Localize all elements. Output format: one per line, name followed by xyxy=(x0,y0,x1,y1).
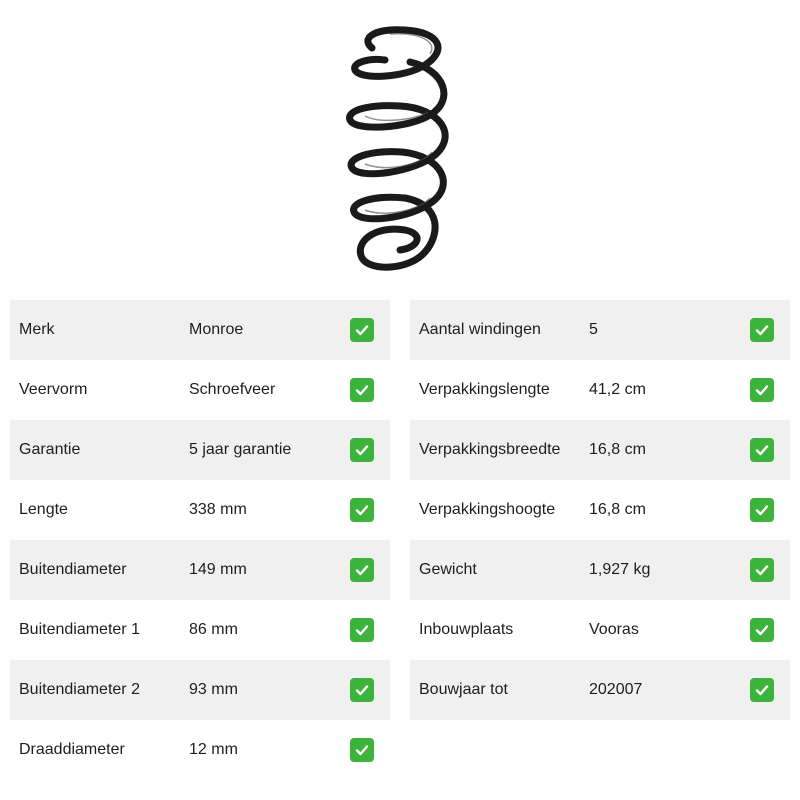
spec-value: Schroefveer xyxy=(189,381,276,398)
spec-value: 5 jaar garantie xyxy=(189,441,292,458)
spec-row xyxy=(410,540,790,600)
check-mark-icon xyxy=(350,558,374,582)
spec-value: Vooras xyxy=(589,621,639,638)
check-mark-icon xyxy=(750,378,774,402)
spec-table-right xyxy=(410,300,790,720)
spec-label: Buitendiameter 2 xyxy=(19,681,140,698)
spec-row xyxy=(410,360,790,420)
coil-spring-image xyxy=(330,20,470,280)
spec-label: Buitendiameter 1 xyxy=(19,621,140,638)
spec-row xyxy=(410,420,790,480)
spec-value: 202007 xyxy=(589,681,643,698)
spec-label: Aantal windingen xyxy=(419,321,541,338)
check-mark-icon xyxy=(350,318,374,342)
spec-row xyxy=(10,360,390,420)
spec-value: 12 mm xyxy=(189,741,238,758)
spec-value: 5 xyxy=(589,321,598,338)
spec-label: Verpakkingsbreedte xyxy=(419,441,561,458)
check-mark-icon xyxy=(750,438,774,462)
spec-label: Draaddiameter xyxy=(19,741,125,758)
spec-value: 16,8 cm xyxy=(589,441,646,458)
check-mark-icon xyxy=(350,498,374,522)
spec-table-left xyxy=(10,300,390,780)
spec-value: 93 mm xyxy=(189,681,238,698)
spec-label: Buitendiameter xyxy=(19,561,127,578)
spec-label: Verpakkingshoogte xyxy=(419,501,556,518)
spec-label: Inbouwplaats xyxy=(419,621,514,638)
check-mark-icon xyxy=(750,498,774,522)
spec-value: 338 mm xyxy=(189,501,247,518)
spec-label: Lengte xyxy=(19,501,68,518)
spec-label: Bouwjaar tot xyxy=(419,681,508,698)
spec-row xyxy=(10,720,390,780)
spec-label: Garantie xyxy=(19,441,81,458)
spec-label: Gewicht xyxy=(419,561,477,578)
spec-label: Merk xyxy=(19,321,55,338)
check-mark-icon xyxy=(750,318,774,342)
spec-row xyxy=(10,420,390,480)
check-mark-icon xyxy=(350,618,374,642)
spec-label: Veervorm xyxy=(19,381,88,398)
spec-row xyxy=(10,540,390,600)
check-mark-icon xyxy=(350,438,374,462)
spec-row xyxy=(10,600,390,660)
check-mark-icon xyxy=(750,618,774,642)
spec-value: 1,927 kg xyxy=(589,561,651,578)
spec-label: Verpakkingslengte xyxy=(419,381,550,398)
check-mark-icon xyxy=(350,378,374,402)
check-mark-icon xyxy=(350,678,374,702)
spec-value: 149 mm xyxy=(189,561,247,578)
spec-row xyxy=(10,300,390,360)
spec-value: 86 mm xyxy=(189,621,238,638)
spec-value: 16,8 cm xyxy=(589,501,646,518)
spec-row xyxy=(410,660,790,720)
check-mark-icon xyxy=(350,738,374,762)
spec-value: 41,2 cm xyxy=(589,381,646,398)
spec-row xyxy=(410,480,790,540)
check-mark-icon xyxy=(750,558,774,582)
spec-row xyxy=(10,660,390,720)
spec-row xyxy=(410,600,790,660)
spec-row xyxy=(10,480,390,540)
spec-row xyxy=(410,300,790,360)
spec-value: Monroe xyxy=(189,321,244,338)
check-mark-icon xyxy=(750,678,774,702)
